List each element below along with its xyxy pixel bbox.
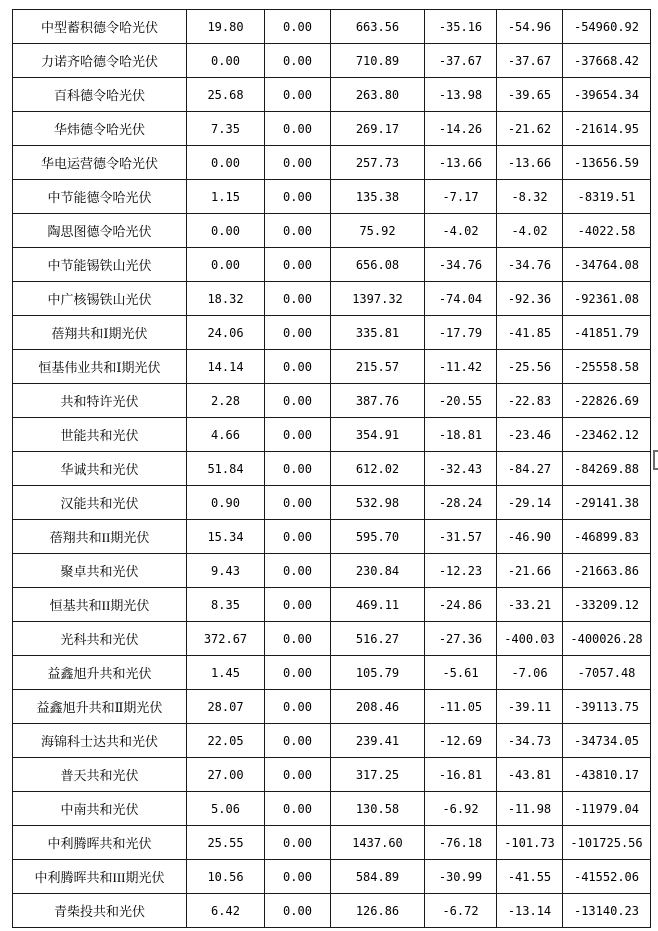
value-cell-col4: 1437.60 (331, 826, 425, 860)
value-cell-col2: 51.84 (187, 452, 265, 486)
value-cell-col2: 15.34 (187, 520, 265, 554)
station-name-cell: 共和特许光伏 (13, 384, 187, 418)
station-name-cell: 中广核锡铁山光伏 (13, 282, 187, 316)
value-cell-col6: -11.98 (497, 792, 563, 826)
table-row (13, 792, 651, 826)
value-cell-col6: -25.56 (497, 350, 563, 384)
station-name-cell: 世能共和光伏 (13, 418, 187, 452)
station-name-cell: 中节能德令哈光伏 (13, 180, 187, 214)
value-cell-col6: -34.73 (497, 724, 563, 758)
value-cell-col5: -12.23 (425, 554, 497, 588)
station-name-cell: 中节能锡铁山光伏 (13, 248, 187, 282)
value-cell-col4: 1397.32 (331, 282, 425, 316)
value-cell-col4: 387.76 (331, 384, 425, 418)
value-cell-col5: -74.04 (425, 282, 497, 316)
value-cell-col4: 75.92 (331, 214, 425, 248)
value-cell-col7: -39654.34 (563, 78, 651, 112)
table-row (13, 350, 651, 384)
value-cell-col5: -20.55 (425, 384, 497, 418)
value-cell-col4: 317.25 (331, 758, 425, 792)
value-cell-col3: 0.00 (265, 554, 331, 588)
value-cell-col2: 7.35 (187, 112, 265, 146)
value-cell-col3: 0.00 (265, 418, 331, 452)
value-cell-col6: -4.02 (497, 214, 563, 248)
value-cell-col2: 0.90 (187, 486, 265, 520)
table-row (13, 180, 651, 214)
value-cell-col5: -5.61 (425, 656, 497, 690)
value-cell-col3: 0.00 (265, 792, 331, 826)
value-cell-col3: 0.00 (265, 282, 331, 316)
value-cell-col5: -32.43 (425, 452, 497, 486)
station-name-cell: 中南共和光伏 (13, 792, 187, 826)
table-row (13, 724, 651, 758)
table-row (13, 588, 651, 622)
value-cell-col3: 0.00 (265, 622, 331, 656)
value-cell-col3: 0.00 (265, 248, 331, 282)
value-cell-col2: 14.14 (187, 350, 265, 384)
table-row (13, 78, 651, 112)
table-row (13, 282, 651, 316)
value-cell-col6: -13.14 (497, 894, 563, 928)
value-cell-col2: 372.67 (187, 622, 265, 656)
table-row (13, 316, 651, 350)
value-cell-col3: 0.00 (265, 452, 331, 486)
table-row (13, 622, 651, 656)
value-cell-col7: -46899.83 (563, 520, 651, 554)
value-cell-col7: -7057.48 (563, 656, 651, 690)
station-name-cell: 光科共和光伏 (13, 622, 187, 656)
value-cell-col6: -33.21 (497, 588, 563, 622)
value-cell-col7: -84269.88 (563, 452, 651, 486)
value-cell-col4: 208.46 (331, 690, 425, 724)
value-cell-col4: 663.56 (331, 10, 425, 44)
value-cell-col6: -8.32 (497, 180, 563, 214)
station-name-cell: 汉能共和光伏 (13, 486, 187, 520)
value-cell-col5: -31.57 (425, 520, 497, 554)
value-cell-col2: 1.15 (187, 180, 265, 214)
value-cell-col7: -22826.69 (563, 384, 651, 418)
value-cell-col3: 0.00 (265, 384, 331, 418)
value-cell-col6: -21.62 (497, 112, 563, 146)
value-cell-col7: -11979.04 (563, 792, 651, 826)
value-cell-col6: -46.90 (497, 520, 563, 554)
station-name-cell: 蓓翔共和Ⅰ期光伏 (13, 316, 187, 350)
value-cell-col2: 19.80 (187, 10, 265, 44)
value-cell-col6: -39.11 (497, 690, 563, 724)
value-cell-col2: 8.35 (187, 588, 265, 622)
value-cell-col5: -16.81 (425, 758, 497, 792)
value-cell-col5: -27.36 (425, 622, 497, 656)
table-row (13, 248, 651, 282)
value-cell-col7: -54960.92 (563, 10, 651, 44)
value-cell-col5: -34.76 (425, 248, 497, 282)
table-row (13, 860, 651, 894)
value-cell-col7: -92361.08 (563, 282, 651, 316)
value-cell-col5: -17.79 (425, 316, 497, 350)
table-row (13, 418, 651, 452)
table-row (13, 452, 651, 486)
value-cell-col7: -13140.23 (563, 894, 651, 928)
station-name-cell: 普天共和光伏 (13, 758, 187, 792)
value-cell-col3: 0.00 (265, 78, 331, 112)
value-cell-col2: 0.00 (187, 146, 265, 180)
value-cell-col3: 0.00 (265, 316, 331, 350)
value-cell-col6: -84.27 (497, 452, 563, 486)
value-cell-col6: -54.96 (497, 10, 563, 44)
table-row (13, 10, 651, 44)
table-row (13, 554, 651, 588)
value-cell-col5: -12.69 (425, 724, 497, 758)
table-row (13, 758, 651, 792)
value-cell-col2: 28.07 (187, 690, 265, 724)
table-body (13, 10, 651, 928)
station-name-cell: 海锦科士达共和光伏 (13, 724, 187, 758)
table-row (13, 826, 651, 860)
edge-marker (653, 450, 658, 470)
value-cell-col4: 354.91 (331, 418, 425, 452)
data-table (12, 9, 651, 928)
value-cell-col2: 25.55 (187, 826, 265, 860)
value-cell-col4: 257.73 (331, 146, 425, 180)
value-cell-col2: 25.68 (187, 78, 265, 112)
table-row (13, 112, 651, 146)
value-cell-col2: 1.45 (187, 656, 265, 690)
value-cell-col4: 516.27 (331, 622, 425, 656)
value-cell-col6: -39.65 (497, 78, 563, 112)
value-cell-col7: -8319.51 (563, 180, 651, 214)
value-cell-col3: 0.00 (265, 214, 331, 248)
table-row (13, 656, 651, 690)
value-cell-col4: 656.08 (331, 248, 425, 282)
value-cell-col6: -37.67 (497, 44, 563, 78)
value-cell-col4: 469.11 (331, 588, 425, 622)
value-cell-col5: -6.92 (425, 792, 497, 826)
value-cell-col5: -11.05 (425, 690, 497, 724)
station-name-cell: 华电运营德令哈光伏 (13, 146, 187, 180)
value-cell-col4: 269.17 (331, 112, 425, 146)
value-cell-col2: 22.05 (187, 724, 265, 758)
value-cell-col2: 18.32 (187, 282, 265, 316)
value-cell-col6: -41.85 (497, 316, 563, 350)
value-cell-col5: -13.98 (425, 78, 497, 112)
value-cell-col2: 0.00 (187, 248, 265, 282)
table-row (13, 894, 651, 928)
value-cell-col7: -29141.38 (563, 486, 651, 520)
value-cell-col6: -22.83 (497, 384, 563, 418)
value-cell-col3: 0.00 (265, 758, 331, 792)
value-cell-col6: -41.55 (497, 860, 563, 894)
value-cell-col7: -34764.08 (563, 248, 651, 282)
value-cell-col3: 0.00 (265, 690, 331, 724)
station-name-cell: 青柴投共和光伏 (13, 894, 187, 928)
value-cell-col6: -7.06 (497, 656, 563, 690)
station-name-cell: 中利腾晖共和光伏 (13, 826, 187, 860)
value-cell-col4: 135.38 (331, 180, 425, 214)
value-cell-col7: -400026.28 (563, 622, 651, 656)
value-cell-col5: -14.26 (425, 112, 497, 146)
value-cell-col7: -101725.56 (563, 826, 651, 860)
value-cell-col4: 105.79 (331, 656, 425, 690)
value-cell-col2: 10.56 (187, 860, 265, 894)
value-cell-col2: 4.66 (187, 418, 265, 452)
value-cell-col7: -33209.12 (563, 588, 651, 622)
value-cell-col4: 532.98 (331, 486, 425, 520)
value-cell-col3: 0.00 (265, 588, 331, 622)
value-cell-col3: 0.00 (265, 894, 331, 928)
table-row (13, 44, 651, 78)
value-cell-col4: 215.57 (331, 350, 425, 384)
value-cell-col5: -13.66 (425, 146, 497, 180)
table-row (13, 690, 651, 724)
value-cell-col6: -23.46 (497, 418, 563, 452)
value-cell-col3: 0.00 (265, 656, 331, 690)
station-name-cell: 中型蓄积德令哈光伏 (13, 10, 187, 44)
value-cell-col3: 0.00 (265, 860, 331, 894)
station-name-cell: 聚卓共和光伏 (13, 554, 187, 588)
value-cell-col6: -34.76 (497, 248, 563, 282)
value-cell-col2: 9.43 (187, 554, 265, 588)
value-cell-col4: 263.80 (331, 78, 425, 112)
station-name-cell: 益鑫旭升共和光伏 (13, 656, 187, 690)
value-cell-col2: 2.28 (187, 384, 265, 418)
value-cell-col4: 230.84 (331, 554, 425, 588)
value-cell-col6: -92.36 (497, 282, 563, 316)
value-cell-col7: -25558.58 (563, 350, 651, 384)
station-name-cell: 恒基共和II期光伏 (13, 588, 187, 622)
value-cell-col5: -35.16 (425, 10, 497, 44)
value-cell-col7: -41851.79 (563, 316, 651, 350)
value-cell-col4: 239.41 (331, 724, 425, 758)
station-name-cell: 百科德令哈光伏 (13, 78, 187, 112)
value-cell-col3: 0.00 (265, 350, 331, 384)
value-cell-col6: -43.81 (497, 758, 563, 792)
value-cell-col3: 0.00 (265, 486, 331, 520)
value-cell-col5: -11.42 (425, 350, 497, 384)
value-cell-col3: 0.00 (265, 826, 331, 860)
value-cell-col2: 24.06 (187, 316, 265, 350)
value-cell-col3: 0.00 (265, 724, 331, 758)
value-cell-col7: -39113.75 (563, 690, 651, 724)
value-cell-col4: 612.02 (331, 452, 425, 486)
document-page (12, 9, 650, 928)
value-cell-col2: 5.06 (187, 792, 265, 826)
value-cell-col7: -43810.17 (563, 758, 651, 792)
value-cell-col7: -23462.12 (563, 418, 651, 452)
table-row (13, 146, 651, 180)
value-cell-col2: 0.00 (187, 214, 265, 248)
value-cell-col7: -13656.59 (563, 146, 651, 180)
value-cell-col7: -21663.86 (563, 554, 651, 588)
value-cell-col3: 0.00 (265, 10, 331, 44)
value-cell-col7: -4022.58 (563, 214, 651, 248)
value-cell-col4: 126.86 (331, 894, 425, 928)
value-cell-col5: -7.17 (425, 180, 497, 214)
value-cell-col4: 130.58 (331, 792, 425, 826)
value-cell-col5: -30.99 (425, 860, 497, 894)
value-cell-col3: 0.00 (265, 146, 331, 180)
station-name-cell: 蓓翔共和II期光伏 (13, 520, 187, 554)
value-cell-col6: -29.14 (497, 486, 563, 520)
value-cell-col5: -76.18 (425, 826, 497, 860)
value-cell-col2: 27.00 (187, 758, 265, 792)
value-cell-col5: -37.67 (425, 44, 497, 78)
value-cell-col3: 0.00 (265, 112, 331, 146)
value-cell-col6: -21.66 (497, 554, 563, 588)
value-cell-col7: -21614.95 (563, 112, 651, 146)
station-name-cell: 力诺齐哈德令哈光伏 (13, 44, 187, 78)
value-cell-col4: 584.89 (331, 860, 425, 894)
value-cell-col2: 0.00 (187, 44, 265, 78)
station-name-cell: 益鑫旭升共和Ⅱ期光伏 (13, 690, 187, 724)
value-cell-col3: 0.00 (265, 520, 331, 554)
value-cell-col6: -101.73 (497, 826, 563, 860)
station-name-cell: 恒基伟业共和Ⅰ期光伏 (13, 350, 187, 384)
value-cell-col7: -34734.05 (563, 724, 651, 758)
value-cell-col5: -6.72 (425, 894, 497, 928)
value-cell-col6: -13.66 (497, 146, 563, 180)
table-row (13, 486, 651, 520)
value-cell-col4: 335.81 (331, 316, 425, 350)
table-row (13, 384, 651, 418)
station-name-cell: 华炜德令哈光伏 (13, 112, 187, 146)
value-cell-col4: 595.70 (331, 520, 425, 554)
value-cell-col6: -400.03 (497, 622, 563, 656)
value-cell-col5: -4.02 (425, 214, 497, 248)
table-row (13, 214, 651, 248)
value-cell-col4: 710.89 (331, 44, 425, 78)
station-name-cell: 陶思图德令哈光伏 (13, 214, 187, 248)
value-cell-col3: 0.00 (265, 180, 331, 214)
value-cell-col7: -37668.42 (563, 44, 651, 78)
value-cell-col5: -24.86 (425, 588, 497, 622)
value-cell-col5: -18.81 (425, 418, 497, 452)
value-cell-col5: -28.24 (425, 486, 497, 520)
value-cell-col7: -41552.06 (563, 860, 651, 894)
value-cell-col3: 0.00 (265, 44, 331, 78)
station-name-cell: 中利腾晖共和III期光伏 (13, 860, 187, 894)
value-cell-col2: 6.42 (187, 894, 265, 928)
table-row (13, 520, 651, 554)
station-name-cell: 华诚共和光伏 (13, 452, 187, 486)
